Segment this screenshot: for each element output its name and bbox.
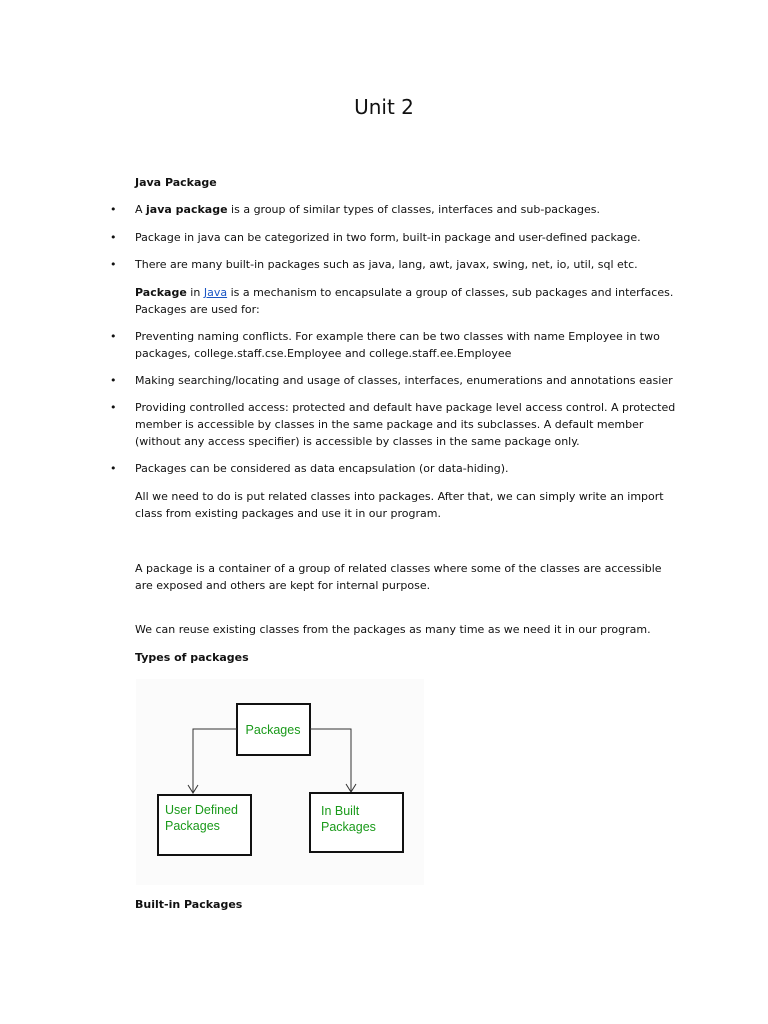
list-item bbox=[110, 328, 680, 362]
bullet-glyph: • bbox=[110, 203, 117, 216]
diagram-user-defined-line2: Packages bbox=[165, 819, 220, 833]
bullet-text: There are many built-in packages such as java, lang, awt, javax, swing, net, io, util, sql etc. bbox=[135, 258, 638, 271]
bullet-glyph: • bbox=[110, 330, 117, 343]
bullet-text: Making searching/locating and usage of classes, interfaces, enumerations and annotations easier bbox=[135, 374, 673, 387]
list-item bbox=[110, 201, 680, 218]
paragraph-reuse: We can reuse existing classes from the packages as many time as we need it in our program. bbox=[135, 623, 651, 636]
paragraph-import: All we need to do is put related classes into packages. After that, we can simply write an import class from existing packages and use it in our program. bbox=[135, 490, 664, 520]
list-item bbox=[110, 372, 680, 389]
types-of-packages-diagram bbox=[136, 679, 424, 885]
diagram-root-label: Packages bbox=[245, 723, 301, 737]
diagram-user-defined-line1: User Defined bbox=[165, 803, 238, 817]
bullet-text: Preventing naming conflicts. For example there can be two classes with name Employee in two packages, college.staff.cse.Employee and college.staff.ee.Employee bbox=[135, 330, 660, 360]
paragraph-container: A package is a container of a group of related classes where some of the classes are accessible are exposed and others are kept for internal purpose. bbox=[135, 562, 662, 592]
diagram-in-built-line2: Packages bbox=[321, 820, 376, 834]
heading-types-of-packages: Types of packages bbox=[135, 651, 249, 664]
bullet-glyph: • bbox=[110, 231, 117, 244]
bullet-text bbox=[135, 201, 680, 218]
diagram-in-built-line1: In Built bbox=[321, 804, 360, 818]
bullet-glyph: • bbox=[110, 462, 117, 475]
package-term: Package bbox=[135, 286, 187, 299]
para-in: in bbox=[186, 286, 204, 299]
list-item bbox=[110, 229, 680, 246]
list-item bbox=[110, 460, 680, 477]
list-item bbox=[110, 256, 680, 273]
bullet-text-pre: A bbox=[135, 203, 147, 216]
bullet-glyph: • bbox=[110, 374, 117, 387]
bullet-text-bold: java package bbox=[146, 203, 228, 216]
para-rest: is a mechanism to encapsulate a group of classes, sub packages and interfaces. Packages are used for: bbox=[135, 286, 674, 316]
bullet-text: Packages can be considered as data encapsulation (or data-hiding). bbox=[135, 462, 509, 475]
heading-java-package: Java Package bbox=[135, 176, 217, 189]
bullet-text-post: is a group of similar types of classes, interfaces and sub-packages. bbox=[227, 203, 600, 216]
bullet-glyph: • bbox=[110, 401, 117, 414]
bullet-text: Providing controlled access: protected and default have package level access control. A protected member is accessible by classes in the same package and its subclasses. A default member (without any access specifier) is accessible by classes in the same package only. bbox=[135, 401, 676, 448]
list-item bbox=[110, 399, 680, 450]
paragraph-package-definition bbox=[135, 284, 680, 318]
java-link[interactable]: Java bbox=[203, 286, 228, 299]
bullet-glyph: • bbox=[110, 258, 117, 271]
bullet-text: Package in java can be categorized in two form, built-in package and user-defined package. bbox=[135, 231, 641, 244]
page-title: Unit 2 bbox=[354, 95, 414, 119]
heading-built-in-packages: Built-in Packages bbox=[135, 898, 243, 911]
